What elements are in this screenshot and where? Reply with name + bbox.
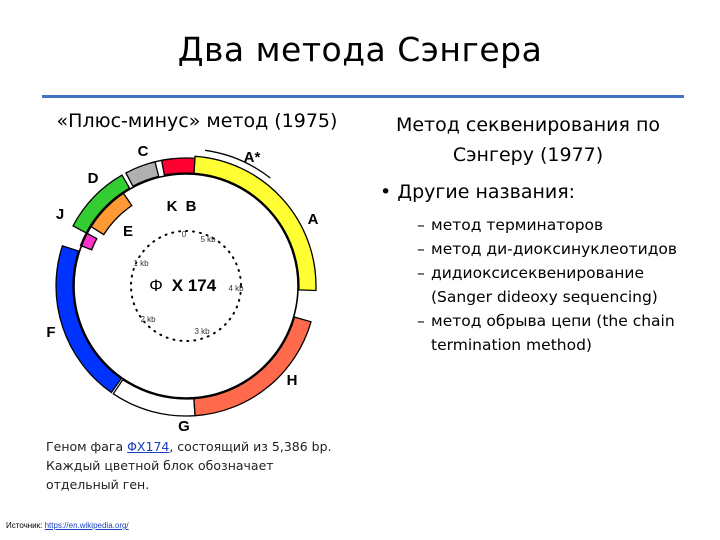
scale-label-4kb: 4 kb	[228, 284, 244, 293]
gene-label-a: A	[307, 211, 319, 228]
list-item-text: дидиоксисеквенирование (Sanger dideoxy sequencing)	[431, 264, 658, 306]
scale-label-1kb: 1 kb	[133, 259, 149, 268]
source-link[interactable]: https://en.wikipedia.org/	[44, 521, 129, 530]
other-names-bullet: • Другие названия:	[380, 181, 576, 203]
scale-label-2kb: 2 kb	[140, 315, 156, 324]
phix174-link[interactable]: ΦX174	[127, 439, 170, 454]
gene-label-a-star: A*	[243, 149, 261, 166]
gene-label-d: D	[87, 170, 99, 187]
scale-label-0: 0	[181, 230, 187, 239]
gene-label-h: H	[286, 372, 298, 389]
list-item-text: метод обрыва цепи (the chain termination method)	[431, 312, 675, 354]
scale-label-5kb: 5 kb	[200, 235, 216, 244]
caption-text-end: , состоящий из 5,386 bp. Каждый цветной блок обозначает отдельный ген.	[46, 439, 332, 492]
caption-text-start: Геном фага	[46, 439, 128, 454]
phage-name-label: X 174	[171, 276, 217, 295]
diagram-caption	[46, 437, 346, 494]
gene-h-block	[194, 317, 311, 416]
gene-b-block	[162, 158, 195, 175]
source-note	[6, 521, 129, 530]
slide-title: Два метода Сэнгера	[177, 30, 543, 69]
gene-label-g: G	[178, 418, 190, 435]
list-item: – метод ди-диоксинуклеотидов	[417, 240, 678, 258]
gene-label-e: E	[122, 223, 134, 240]
list-item-text: метод терминаторов	[431, 216, 604, 234]
phi-symbol: Φ	[149, 276, 163, 295]
list-item: – метод обрыва цепи (the chain termination method)	[417, 312, 675, 354]
gene-label-j: J	[55, 206, 65, 223]
scale-label-3kb: 3 kb	[194, 327, 210, 336]
right-heading-line1: Метод секвенирования по	[395, 114, 661, 136]
list-item-text: метод ди-диоксинуклеотидов	[431, 240, 678, 258]
left-heading: «Плюс-минус» метод (1975)	[56, 110, 338, 132]
gene-label-b: B	[185, 198, 197, 215]
gene-label-k: K	[166, 198, 178, 215]
gene-label-c: C	[137, 143, 149, 160]
list-item: – дидиоксисеквенирование (Sanger dideoxy sequencing)	[417, 264, 658, 306]
list-item: – метод терминаторов	[417, 216, 604, 234]
gene-label-f: F	[46, 324, 56, 341]
right-heading-line2: Сэнгеру (1977)	[452, 144, 604, 166]
source-label: Источник:	[6, 521, 45, 530]
